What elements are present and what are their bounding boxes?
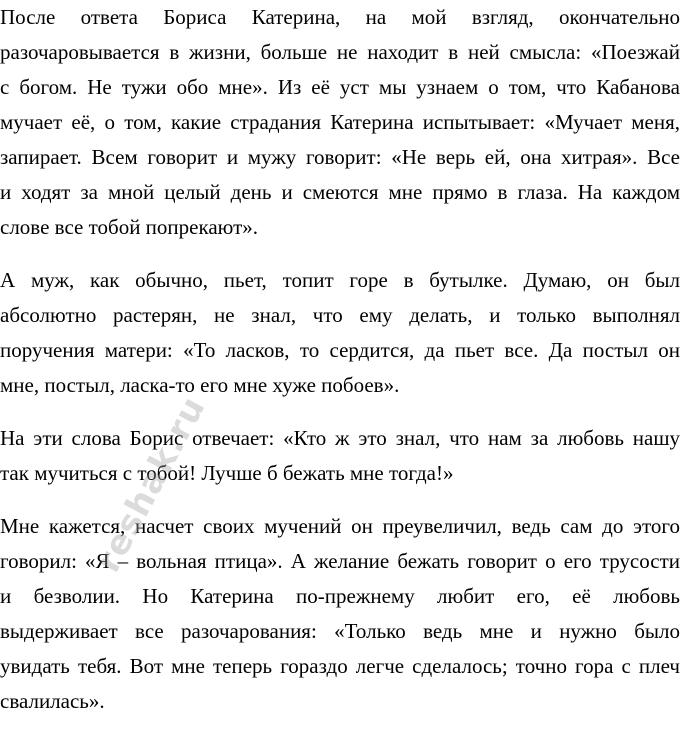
- paragraph-line: так мучиться с тобой! Лучше б бежать мне тогда!»: [0, 461, 454, 485]
- paragraph-line: запирает. Всем говорит и мужу говорит: «Не верь ей, она хитрая». Все: [0, 145, 680, 169]
- paragraph-line: А муж, как обычно, пьет, топит горе в бутылке. Думаю, он был: [0, 268, 680, 292]
- paragraph-line: свалилась».: [0, 689, 105, 713]
- paragraph-line: мне, постыл, ласка-то его мне хуже побоев».: [0, 373, 400, 397]
- paragraph-line: увидать тебя. Вот мне теперь гораздо легче сделалось; точно гора с плеч: [0, 654, 680, 678]
- paragraph-line: разочаровывается в жизни, больше не находит в ней смысла: «Поезжай: [0, 40, 680, 64]
- paragraph-line: и безволии. Но Катерина по-прежнему любит его, её любовь: [0, 584, 680, 608]
- paragraph-line: мучает её, о том, какие страдания Катерина испытывает: «Мучает меня,: [0, 110, 680, 134]
- paragraph-line: После ответа Бориса Катерина, на мой взгляд, окончательно: [0, 5, 680, 29]
- paragraph-line: Мне кажется, насчет своих мучений он преувеличил, ведь сам до этого: [0, 514, 680, 538]
- paragraph-line: поручения матери: «То ласков, то сердится, да пьет все. Да постыл он: [0, 338, 680, 362]
- paragraph-line: слове все тобой попрекают».: [0, 215, 259, 239]
- paragraph-line: говорил: «Я – вольная птица». А желание бежать говорит о его трусости: [0, 549, 680, 573]
- paragraph-line: и ходят за мной целый день и смеются мне прямо в глаза. На каждом: [0, 180, 680, 204]
- watermark: reshak.ru: [88, 389, 214, 579]
- paragraph-line: На эти слова Борис отвечает: «Кто ж это знал, что нам за любовь нашу: [0, 426, 680, 450]
- paragraph-line: абсолютно растерян, не знал, что ему делать, и только выполнял: [0, 303, 680, 327]
- paragraph-line: выдерживает все разочарования: «Только ведь мне и нужно было: [0, 619, 680, 643]
- paragraph-line: с богом. Не тужи обо мне». Из её уст мы узнаем о том, что Кабанова: [0, 75, 680, 99]
